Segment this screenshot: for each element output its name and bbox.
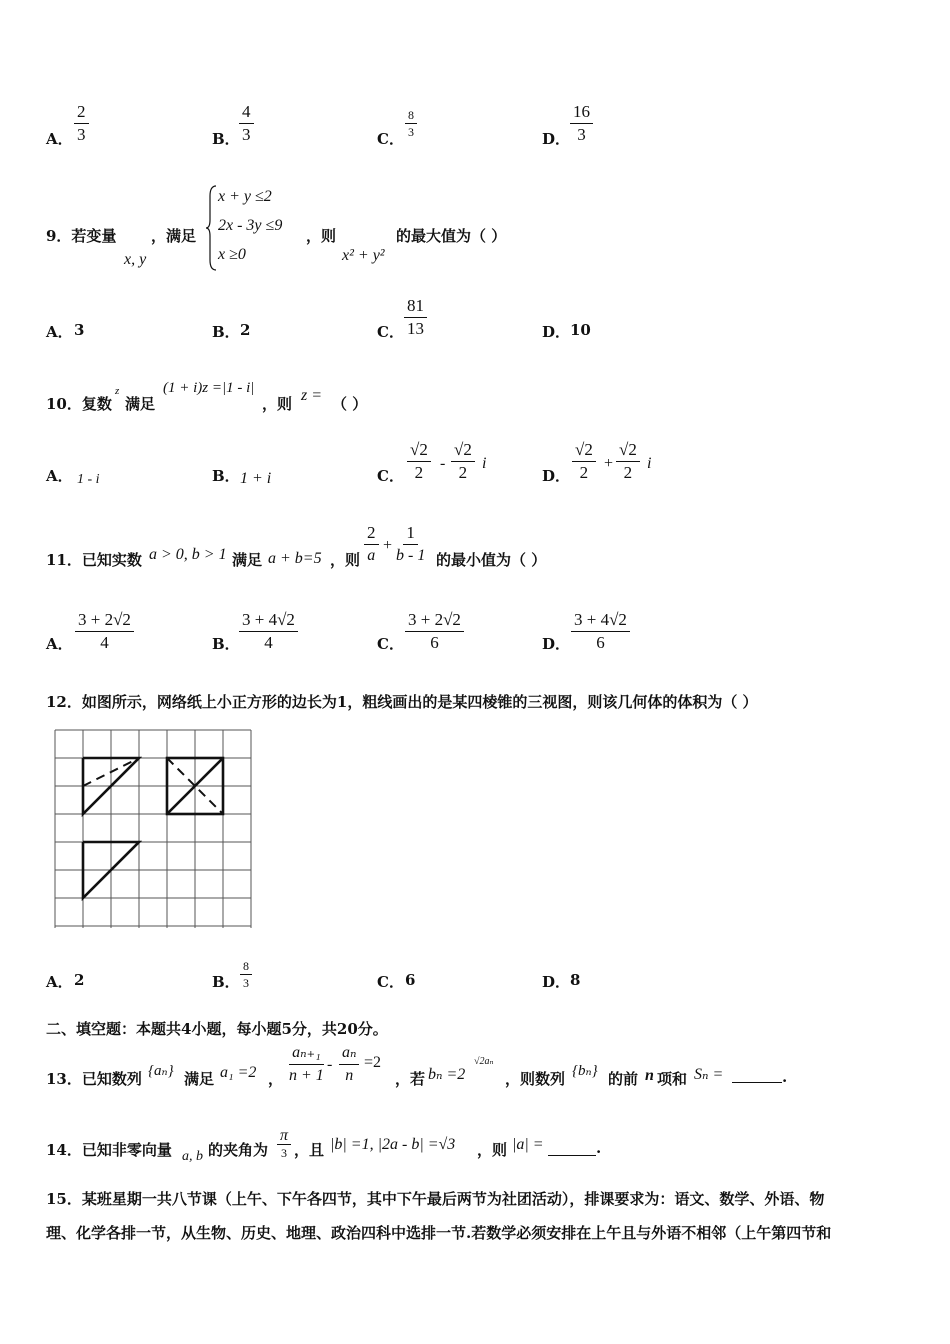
q8-option-d-fraction: $\frac{16}{3}$ [570, 102, 593, 145]
q14-stem-angle: 的夹角为 [208, 1141, 269, 1159]
q13-equals-2: =2 [364, 1054, 382, 1071]
q10-option-d-operator: + [604, 455, 614, 472]
q11-condition: a > 0, b > 1 [149, 546, 227, 563]
q13-exponent: √2aₙ [474, 1056, 494, 1067]
q11-stem-prefix: 11．已知实数 [46, 551, 142, 569]
q14-angle-fraction: π 3 [277, 1129, 291, 1160]
q9-option-b-value: 2 [240, 321, 251, 339]
q12-option-c-value: 6 [405, 971, 416, 989]
q13-fraction-2: $\frac{\text{aₙ}}{n}$ [339, 1043, 359, 1086]
q10-option-a-label: A． [46, 467, 73, 485]
q14-period: . [596, 1139, 602, 1157]
q9-condition-1: x + y ≤2 [218, 188, 272, 205]
q9-expression: x² + y² [342, 247, 385, 264]
q13-stem-then: ，则数列 [505, 1070, 566, 1088]
section-2-title: 二、填空题：本题共4小题，每小题5分，共20分。 [46, 1020, 388, 1038]
q14-stem-then: ，则 [477, 1141, 508, 1159]
q10-option-d-i: i [647, 455, 652, 472]
q9-option-c-label: C． [377, 323, 404, 341]
q10-equation: (1 + i)z =|1 - i| [163, 380, 255, 396]
q11-option-d-label: D． [542, 635, 571, 653]
q9-option-a-label: A． [46, 323, 73, 341]
q13-period: . [782, 1068, 788, 1086]
q10-option-c-fraction-2: $\frac{√2}{2}$ [451, 440, 475, 483]
q10-option-d-fraction-1: $\frac{√2}{2}$ [572, 440, 596, 483]
q12-option-b-fraction: $\frac{8}{3}$ [240, 959, 252, 990]
q10-option-d-label: D． [542, 467, 571, 485]
q10-option-c-label: C． [377, 467, 404, 485]
q11-option-a-label: A． [46, 635, 73, 653]
q10-z-equals: z = [301, 387, 323, 404]
q11-option-b-label: B． [212, 635, 240, 653]
q9-stem-question: 的最大值为（ ） [396, 227, 507, 245]
q13-bn: bₙ =2 [428, 1066, 466, 1083]
q14-answer-expression: |a| = [512, 1136, 544, 1153]
q10-option-c-i: i [482, 455, 487, 472]
q11-fraction-2: $\frac{1}{b - 1}$ [396, 523, 426, 564]
q12-option-c-label: C． [377, 973, 404, 991]
q10-option-d-fraction-2: $\frac{√2}{2}$ [616, 440, 640, 483]
q11-stem-question: 的最小值为（ ） [436, 551, 547, 569]
q10-variable-z: z [115, 385, 120, 397]
q14-answer-blank[interactable] [548, 1141, 596, 1156]
q10-option-b-label: B． [212, 467, 240, 485]
q14-condition: |b| =1, |2a - b| =√3 [330, 1136, 456, 1153]
q12-option-a-value: 2 [74, 971, 85, 989]
q11-option-c-fraction: $\frac{3 + 2√2}{6}$ [405, 610, 464, 653]
q10-option-c-operator: - [440, 455, 446, 472]
q13-comma: ， [268, 1070, 284, 1088]
q9-option-a-value: 3 [74, 321, 85, 339]
q8-option-b-fraction: $\frac{4}{3}$ [239, 102, 254, 145]
q13-stem-prefix: 13．已知数列 [46, 1070, 142, 1088]
q13-sequence-b: {bₙ} [572, 1063, 598, 1079]
q9-option-c-fraction: $\frac{81}{13}$ [404, 296, 427, 339]
q8-option-b-label: B． [212, 130, 240, 148]
q11-fraction-1: $\frac{2}{a}$ [364, 523, 379, 566]
q14-vectors: a, b [182, 1149, 203, 1164]
q8-option-c-fraction: $\frac{8}{3}$ [405, 108, 417, 139]
q15-line-1: 15．某班星期一共八节课（上午、下午各四节，其中下午最后两节为社团活动），排课要求为：语文、数学、外语、物 [46, 1190, 825, 1208]
q8-option-c-label: C． [377, 130, 404, 148]
q9-stem-satisfy: ，满足 [151, 227, 197, 245]
q11-option-b-fraction: $\frac{3 + 4√2}{4}$ [239, 610, 298, 653]
q11-plus: + [383, 537, 393, 554]
q10-option-b-value: 1 + i [240, 470, 272, 487]
q10-stem-then: ，则 [262, 395, 293, 413]
q13-a1: a₁ =2 [220, 1064, 257, 1081]
q9-option-d-label: D． [542, 323, 571, 341]
q15-line-2: 理、化学各排一节，从生物、历史、地理、政治四科中选排一节.若数学必须安排在上午且与外语不相邻（上午第四节和 [46, 1224, 832, 1242]
q9-condition-3: x ≥0 [218, 246, 246, 263]
q13-stem-if: ，若 [395, 1070, 426, 1088]
three-view-diagram [50, 726, 256, 934]
q9-stem-prefix: 9．若变量 [46, 227, 117, 245]
q10-stem-question: （ ） [332, 395, 368, 413]
q9-option-d-value: 10 [570, 321, 591, 339]
q13-sequence-a: {aₙ} [148, 1063, 174, 1079]
q13-fraction-1: $\frac{\text{aₙ₊₁}}{n + 1}$ [289, 1044, 324, 1084]
q8-option-a-label: A． [46, 130, 73, 148]
q12-option-a-label: A． [46, 973, 73, 991]
q11-option-a-fraction: $\frac{3 + 2√2}{4}$ [75, 610, 134, 653]
q12-option-b-label: B． [212, 973, 240, 991]
q10-stem-satisfy: 满足 [125, 395, 156, 413]
q13-sn: Sₙ = [694, 1066, 724, 1083]
q10-option-a-value: 1 - i [77, 472, 100, 487]
q11-stem-then: ，则 [330, 551, 361, 569]
q13-answer-blank[interactable] [732, 1068, 782, 1083]
q13-stem-first: 的前 [608, 1070, 639, 1088]
q8-option-a-fraction: $\frac{2}{3}$ [74, 102, 89, 145]
q9-vars: x, y [124, 251, 147, 268]
q9-stem-then: ，则 [306, 227, 337, 245]
q14-stem-prefix: 14．已知非零向量 [46, 1141, 172, 1159]
q11-stem-satisfy: 满足 [232, 551, 263, 569]
q11-option-c-label: C． [377, 635, 404, 653]
q9-left-brace [205, 184, 219, 272]
q13-n: n [645, 1067, 654, 1084]
q11-equation: a + b=5 [268, 550, 322, 567]
q9-option-b-label: B． [212, 323, 240, 341]
q10-option-c-fraction-1: $\frac{√2}{2}$ [407, 440, 431, 483]
q12-option-d-value: 8 [570, 971, 581, 989]
q11-option-d-fraction: $\frac{3 + 4√2}{6}$ [571, 610, 630, 653]
q12-stem: 12．如图所示，网络纸上小正方形的边长为1，粗线画出的是某四棱锥的三视图，则该几何体的体积为（ ） [46, 693, 758, 711]
q9-condition-2: 2x - 3y ≤9 [218, 217, 283, 234]
q13-stem-sum: 项和 [657, 1070, 688, 1088]
q12-option-d-label: D． [542, 973, 571, 991]
q13-minus: - [327, 1056, 333, 1073]
q10-stem-prefix: 10．复数 [46, 395, 112, 413]
q13-stem-satisfy: 满足 [184, 1070, 215, 1088]
q8-option-d-label: D． [542, 130, 571, 148]
q14-stem-and: ，且 [294, 1141, 325, 1159]
